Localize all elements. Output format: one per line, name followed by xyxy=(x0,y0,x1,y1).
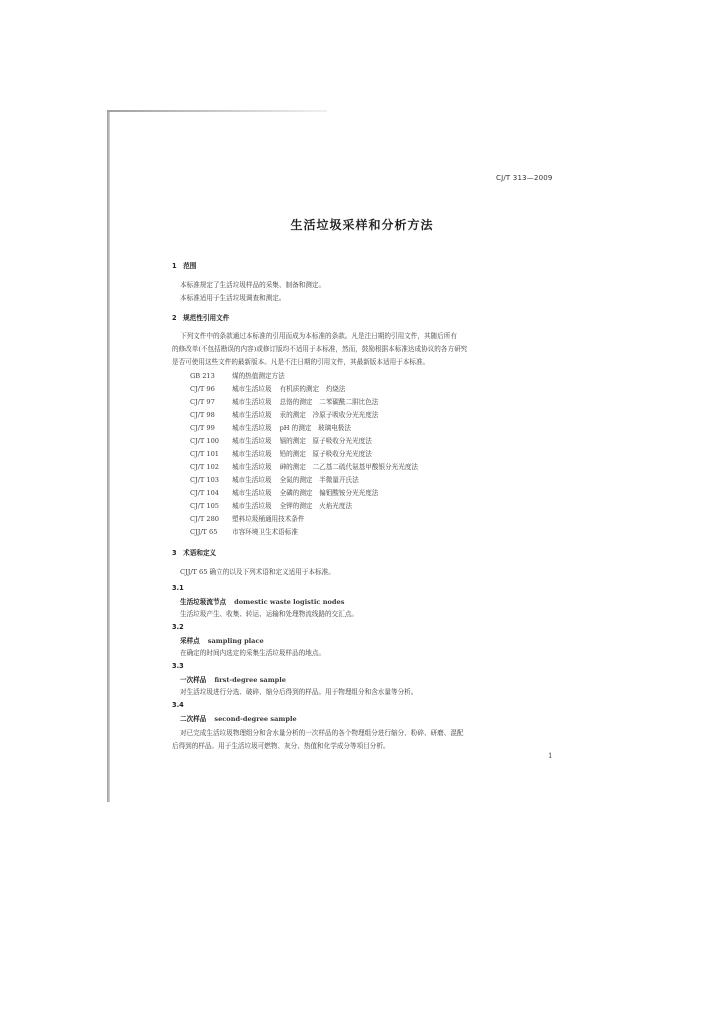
section-2-intro-line: 下列文件中的条款通过本标准的引用而成为本标准的条款。凡是注日期的引用文件，其随后所有 xyxy=(180,332,457,340)
reference-code: CJ/T 104 xyxy=(190,489,219,497)
reference-code: CJ/T 96 xyxy=(190,385,215,393)
reference-content: 全氮的测定 半微量开氏法 xyxy=(279,476,359,484)
reference-content: 铅的测定 原子吸收分光光度法 xyxy=(279,450,372,458)
term-cn: 采样点 xyxy=(180,637,200,645)
reference-code: CJ/T 97 xyxy=(190,398,215,406)
reference-item xyxy=(190,489,378,497)
term-en: first-degree sample xyxy=(214,676,286,684)
term-number: 3.4 xyxy=(172,701,184,709)
reference-content: 市容环境卫生术语标准 xyxy=(232,528,298,536)
reference-content: 煤的热值测定方法 xyxy=(232,372,285,380)
reference-code: CJ/T 105 xyxy=(190,502,219,510)
document-title: 生活垃圾采样和分析方法 xyxy=(290,218,434,232)
reference-subject: 城市生活垃圾 xyxy=(232,476,272,484)
reference-item xyxy=(190,424,351,432)
term-heading xyxy=(180,676,286,684)
term-en: second-degree sample xyxy=(214,715,297,723)
term-number: 3.3 xyxy=(172,662,184,670)
reference-subject: 城市生活垃圾 xyxy=(232,502,272,510)
term-definition: 在确定的时间内选定的采集生活垃圾样品的地点。 xyxy=(180,649,326,657)
term-cn: 二次样品 xyxy=(180,715,207,723)
reference-item xyxy=(190,437,372,445)
reference-item xyxy=(190,463,418,471)
reference-item xyxy=(190,528,298,536)
scan-edge-top xyxy=(107,110,327,112)
reference-code: CJ/T 101 xyxy=(190,450,219,458)
reference-content: 塑料垃圾桶通用技术条件 xyxy=(232,515,305,523)
reference-item xyxy=(190,476,359,484)
reference-content: 有机质的测定 灼烧法 xyxy=(279,385,346,393)
reference-item xyxy=(190,372,285,380)
term-definition: 对生活垃圾进行分选、破碎、缩分后得到的样品。用于物理组分和含水量等分析。 xyxy=(180,688,418,696)
reference-subject: 城市生活垃圾 xyxy=(232,398,272,406)
reference-code: CJ/T 280 xyxy=(190,515,219,523)
term-number: 3.2 xyxy=(172,623,184,631)
reference-subject: 城市生活垃圾 xyxy=(232,489,272,497)
reference-code: CJ/T 103 xyxy=(190,476,219,484)
reference-content: 全钾的测定 火焰光度法 xyxy=(279,502,353,510)
term-en: sampling place xyxy=(207,637,264,645)
reference-item xyxy=(190,385,346,393)
term-cn: 一次样品 xyxy=(180,676,207,684)
term-definition: 后得到的样品。用于生活垃圾可燃物、灰分、热值和化学成分等项目分析。 xyxy=(172,742,390,750)
reference-item xyxy=(190,515,305,523)
reference-subject: 城市生活垃圾 xyxy=(232,437,272,445)
reference-content: 总铬的测定 二苯碳酰二肼比色法 xyxy=(279,398,379,406)
term-heading xyxy=(180,715,297,723)
term-definition: 生活垃圾产生、收集、转运、运输和处理物流线路的交汇点。 xyxy=(180,610,359,618)
term-en: domestic waste logistic nodes xyxy=(234,598,345,606)
reference-content: pH 的测定 玻璃电极法 xyxy=(279,424,351,432)
reference-content: 砷的测定 二乙基二硫代氨基甲酸银分光光度法 xyxy=(279,463,419,471)
reference-item xyxy=(190,502,352,510)
reference-code: CJ/T 102 xyxy=(190,463,219,471)
standard-code: CJ/T 313—2009 xyxy=(496,174,553,182)
section-2-intro-line: 是否可使用这些文件的最新版本。凡是不注日期的引用文件，其最新版本适用于本标准。 xyxy=(172,358,430,366)
reference-content: 汞的测定 冷原子吸收分光光度法 xyxy=(279,411,379,419)
reference-code: CJJ/T 65 xyxy=(190,528,218,536)
reference-content: 全磷的测定 偏钼酸铵分光光度法 xyxy=(279,489,379,497)
term-number: 3.1 xyxy=(172,584,184,592)
section-1-heading: 1 范围 xyxy=(172,262,197,270)
reference-item xyxy=(190,398,378,406)
section-1-paragraph: 本标准规定了生活垃圾样品的采集、制备和测定。 xyxy=(180,281,326,289)
section-2-heading: 2 规范性引用文件 xyxy=(172,314,230,322)
reference-item xyxy=(190,450,372,458)
reference-code: CJ/T 99 xyxy=(190,424,215,432)
section-2-intro-line: 的修改单(不包括勘误的内容)或修订版均不适用于本标准，然而，鼓励根据本标准达成协议的各方研究 xyxy=(172,345,468,353)
section-3-intro: CJJ/T 65 确立的以及下列术语和定义适用于本标准。 xyxy=(180,568,335,576)
reference-code: CJ/T 98 xyxy=(190,411,215,419)
reference-item xyxy=(190,411,378,419)
term-cn: 生活垃圾流节点 xyxy=(180,598,227,606)
term-definition: 对已完成生活垃圾物理组分和含水量分析的一次样品的各个物理组分进行缩分、粉碎、研磨、混配 xyxy=(180,729,464,737)
term-heading xyxy=(180,637,264,645)
section-3-heading: 3 术语和定义 xyxy=(172,549,217,557)
term-heading xyxy=(180,598,344,606)
section-1-paragraph: 本标准适用于生活垃圾调查和测定。 xyxy=(180,294,286,302)
reference-subject: 城市生活垃圾 xyxy=(232,450,272,458)
reference-code: GB 213 xyxy=(190,372,215,380)
reference-subject: 城市生活垃圾 xyxy=(232,424,272,432)
reference-code: CJ/T 100 xyxy=(190,437,219,445)
reference-subject: 城市生活垃圾 xyxy=(232,385,272,393)
page-number: 1 xyxy=(548,752,553,760)
reference-subject: 城市生活垃圾 xyxy=(232,463,272,471)
reference-subject: 城市生活垃圾 xyxy=(232,411,272,419)
reference-content: 镉的测定 原子吸收分光光度法 xyxy=(279,437,372,445)
